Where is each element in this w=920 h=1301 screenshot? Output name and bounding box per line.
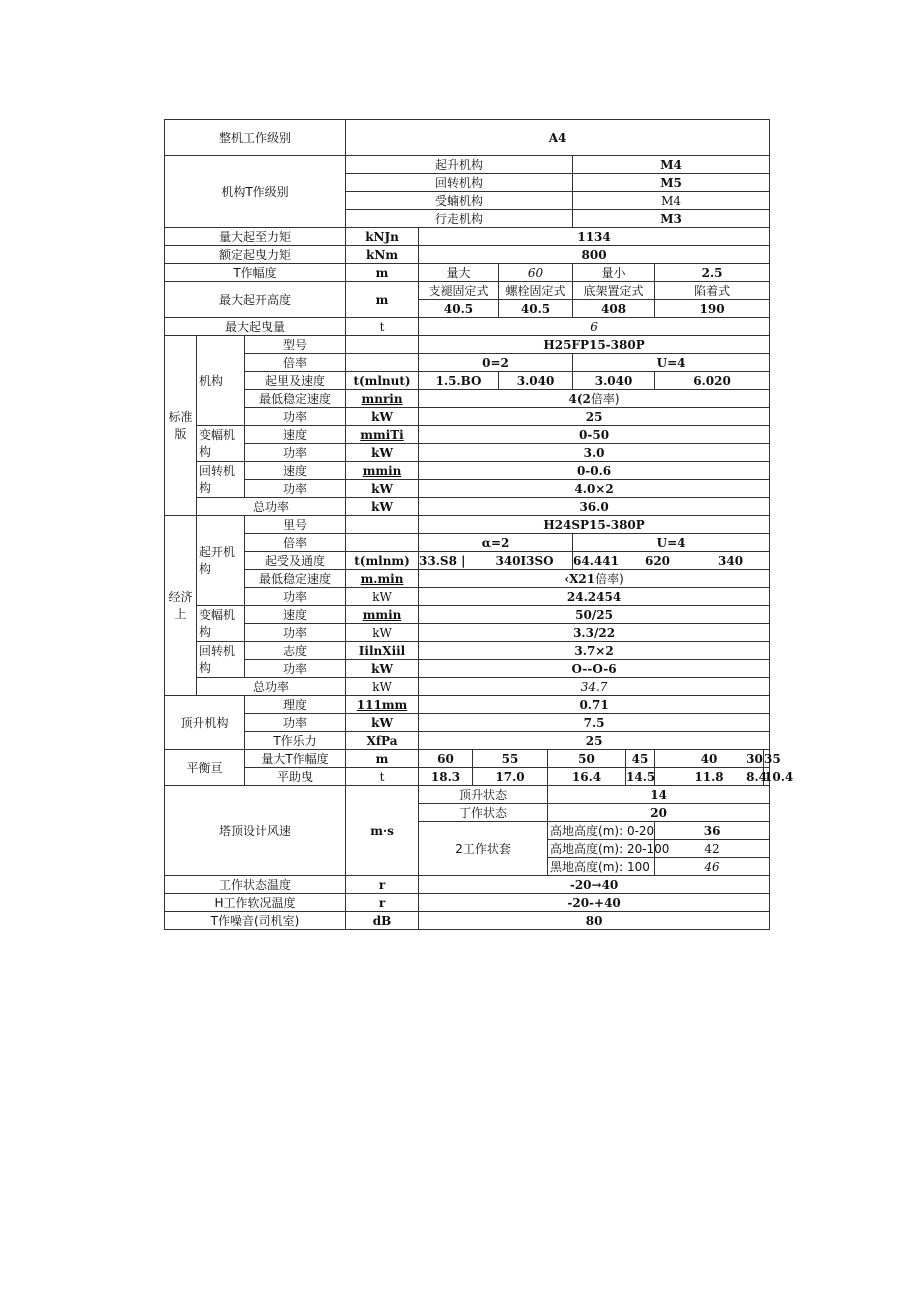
wind-height-label: 高地高度(m): 20-100: [548, 840, 655, 858]
unit-cell: [346, 354, 419, 372]
wind-height-value: 36: [655, 822, 770, 840]
climb-item: 理度: [245, 696, 346, 714]
height-header: 螺栓固定式: [499, 282, 573, 300]
ratio-a: 0=2: [419, 354, 573, 372]
unit-cell: m: [346, 264, 419, 282]
speed-value: 0-50: [419, 426, 770, 444]
standard-luff-label: 变幅机构: [197, 426, 245, 462]
wind-work-label: 丁作状态: [419, 804, 548, 822]
unit-text: 111mm: [356, 697, 408, 712]
total-power-value: 34.7: [419, 678, 770, 696]
unit-cell: m: [346, 750, 419, 768]
mech-value: M3: [573, 210, 770, 228]
balance-radius: 55: [473, 750, 548, 768]
model-label: 型号: [245, 336, 346, 354]
unit-cell: kNJn: [346, 228, 419, 246]
label-class: 整机工作级别: [165, 120, 346, 156]
label-max-moment: 量大起至力矩: [165, 228, 346, 246]
unit-cell: t: [346, 318, 419, 336]
speed-value: 620: [644, 553, 671, 568]
label-noise: T作噪音(司机室): [165, 912, 346, 930]
min-speed-label: 最低稳定速度: [245, 570, 346, 588]
balance-weight: 11.8: [655, 768, 764, 786]
unit-cell: [346, 426, 419, 444]
unit-cell: r: [346, 894, 419, 912]
value-max-load: 6: [419, 318, 770, 336]
speed-label: 速度: [245, 426, 346, 444]
unit-cell: [346, 606, 419, 624]
value-max-moment: 1134: [419, 228, 770, 246]
min-speed-b: 倍率): [595, 571, 624, 586]
unit-cell: kW: [346, 498, 419, 516]
unit-cell: kW: [346, 624, 419, 642]
height-header: 底架置定式: [573, 282, 655, 300]
speed-value: 64.441: [573, 553, 619, 568]
unit-cell: kW: [346, 408, 419, 426]
unit-cell: kW: [346, 588, 419, 606]
ratio-b: U=4: [573, 534, 770, 552]
balance-radius: 50: [548, 750, 626, 768]
label-nonwork-temp: H工作软况温度: [165, 894, 346, 912]
label-wind: 塔顶设计风速: [165, 786, 346, 876]
power-label: 功率: [245, 660, 346, 678]
power-label: 功率: [245, 408, 346, 426]
height-value: 40.5: [419, 300, 499, 318]
label-rated-moment: 额定起曳力矩: [165, 246, 346, 264]
unit-cell: t(mlnut): [346, 372, 419, 390]
unit-text: mmin: [362, 463, 402, 478]
wind-height-label: 高地高度(m): 0-20: [548, 822, 655, 840]
power-value: 24.2454: [419, 588, 770, 606]
speed-value: 3.040: [499, 372, 573, 390]
balance-weight: 14.5: [626, 769, 656, 784]
unit-cell: m: [346, 282, 419, 318]
unit-text: mnrin: [361, 391, 403, 406]
speed-label: 起里及速度: [245, 372, 346, 390]
unit-cell: [346, 462, 419, 480]
height-value: 190: [655, 300, 770, 318]
ratio-label: 倍率: [245, 534, 346, 552]
power-label: 功率: [245, 444, 346, 462]
balance-weight-text: 8.4: [746, 769, 767, 784]
label-radius: T作幅度: [165, 264, 346, 282]
economy-slew-label: 回转机构: [197, 642, 245, 678]
radius-min-label: 量小: [573, 264, 655, 282]
economy-model: H24SP15-380P: [419, 516, 770, 534]
value-nonwork-temp: -20-+40: [419, 894, 770, 912]
climb-value: 25: [419, 732, 770, 750]
speed-value-triple: [573, 552, 770, 570]
min-speed-value: [419, 390, 770, 408]
speed-value: 3.7×2: [419, 642, 770, 660]
unit-cell: kNm: [346, 246, 419, 264]
balance-radius: 60: [419, 750, 473, 768]
value-rated-moment: 800: [419, 246, 770, 264]
speed-value: 50/25: [419, 606, 770, 624]
balance-weight: 17.0: [473, 768, 548, 786]
unit-cell: t: [346, 768, 419, 786]
unit-cell: kW: [346, 480, 419, 498]
radius-max: 60: [499, 264, 573, 282]
row-mech-class: [165, 156, 770, 174]
radius-min: 2.5: [655, 264, 770, 282]
mech-name: 起升机构: [346, 156, 573, 174]
total-power-label: 总功率: [197, 498, 346, 516]
standard-lift-label: 机构: [197, 336, 245, 426]
unit-text: m.min: [360, 571, 404, 586]
balance-weight: 10.4: [764, 769, 794, 784]
min-speed-a: 4(2: [568, 391, 591, 406]
balance-weight: 18.3: [419, 768, 473, 786]
min-speed-value: [419, 570, 770, 588]
speed-value: 1.5.BO: [419, 372, 499, 390]
speed-value: 0-0.6: [419, 462, 770, 480]
speed-label: 速度: [245, 606, 346, 624]
height-header: 支褪固定式: [419, 282, 499, 300]
label-balance: 平衡亘: [165, 750, 245, 786]
min-speed-label: 最低稳定速度: [245, 390, 346, 408]
group-standard: 标准版: [165, 336, 197, 516]
total-power-label: 总功率: [197, 678, 346, 696]
speed-label: 速度: [245, 462, 346, 480]
model-label: 里号: [245, 516, 346, 534]
standard-model: H25FP15-380P: [419, 336, 770, 354]
wind-climb-value: 14: [548, 786, 770, 804]
power-label: 功率: [245, 588, 346, 606]
ratio-b: U=4: [573, 354, 770, 372]
wind-height-label: 黑地高度(m): 100: [548, 858, 655, 876]
min-speed-b: 倍率): [590, 391, 620, 406]
climb-value: 0.71: [419, 696, 770, 714]
row-class: [165, 120, 770, 156]
balance-radius-label: 量大T作幅度: [245, 750, 346, 768]
power-value: 25: [419, 408, 770, 426]
wind-height-value: 42: [655, 840, 770, 858]
label-mech-class: 机构T作级别: [165, 156, 346, 228]
label-work-temp: 工作状态温度: [165, 876, 346, 894]
unit-cell: kW: [346, 678, 419, 696]
height-value: 40.5: [499, 300, 573, 318]
climb-item: 功率: [245, 714, 346, 732]
balance-weight-label: 平助曳: [245, 768, 346, 786]
value-work-temp: -20→40: [419, 876, 770, 894]
mech-name: 受蝻机构: [346, 192, 573, 210]
unit-cell: [346, 570, 419, 588]
standard-slew-label: 回转机构: [197, 462, 245, 498]
economy-lift-label: 起开机构: [197, 516, 245, 606]
height-header: 陷着式: [655, 282, 770, 300]
unit-cell: kW: [346, 660, 419, 678]
speed-label: 志度: [245, 642, 346, 660]
unit-cell: kW: [346, 444, 419, 462]
speed-value: 340I3SO: [495, 553, 554, 568]
mech-name: 回转机构: [346, 174, 573, 192]
wind-nonwork-label: 2工作状套: [419, 822, 548, 876]
power-value: 3.3/22: [419, 624, 770, 642]
balance-weight: 16.4: [548, 768, 626, 786]
climb-value: 7.5: [419, 714, 770, 732]
power-value: 4.0×2: [419, 480, 770, 498]
speed-value: 3.040: [573, 372, 655, 390]
speed-label: 起受及通度: [245, 552, 346, 570]
unit-cell: t(mlnm): [346, 552, 419, 570]
value-class: A4: [346, 120, 770, 156]
unit-cell: XfPa: [346, 732, 419, 750]
spec-table: [164, 119, 794, 930]
speed-value-pair: [419, 552, 573, 570]
economy-luff-label: 变幅机构: [197, 606, 245, 642]
unit-cell: [346, 516, 419, 534]
power-value: 3.0: [419, 444, 770, 462]
unit-text: mmin: [362, 607, 402, 622]
height-value: 408: [573, 300, 655, 318]
ratio-a: α=2: [419, 534, 573, 552]
group-economy: 经济上: [165, 516, 197, 696]
mech-value: M5: [573, 174, 770, 192]
unit-cell: [346, 696, 419, 714]
speed-value: 33.S8 |: [419, 553, 466, 568]
radius-max-label: 量大: [419, 264, 499, 282]
power-value: O--O-6: [419, 660, 770, 678]
label-lift-height: 最大起开高度: [165, 282, 346, 318]
power-label: 功率: [245, 480, 346, 498]
min-speed-a: ‹X21: [564, 571, 596, 586]
speed-value: 340: [718, 553, 744, 568]
mech-value: M4: [573, 192, 770, 210]
unit-cell: dB: [346, 912, 419, 930]
wind-height-value: 46: [655, 858, 770, 876]
total-power-value: 36.0: [419, 498, 770, 516]
label-max-load: 最大起曳量: [165, 318, 346, 336]
balance-radius: 35: [764, 751, 781, 766]
unit-cell: [346, 336, 419, 354]
mech-value: M4: [573, 156, 770, 174]
unit-cell: r: [346, 876, 419, 894]
power-label: 功率: [245, 624, 346, 642]
balance-radius: 45: [626, 750, 655, 768]
mech-name: 行走机构: [346, 210, 573, 228]
unit-cell: kW: [346, 714, 419, 732]
wind-work-value: 20: [548, 804, 770, 822]
balance-radius: 40: [655, 750, 764, 768]
ratio-label: 倍率: [245, 354, 346, 372]
speed-value: 6.020: [655, 372, 770, 390]
unit-cell: m·s: [346, 786, 419, 876]
label-climb: 顶升机构: [165, 696, 245, 750]
balance-radius-text: 30: [746, 751, 763, 766]
unit-cell: [346, 534, 419, 552]
unit-text: mmiTi: [360, 427, 404, 442]
value-noise: 80: [419, 912, 770, 930]
unit-cell: [346, 390, 419, 408]
wind-climb-label: 顶升状态: [419, 786, 548, 804]
unit-cell: IilnXiil: [346, 642, 419, 660]
climb-item: T作乐力: [245, 732, 346, 750]
